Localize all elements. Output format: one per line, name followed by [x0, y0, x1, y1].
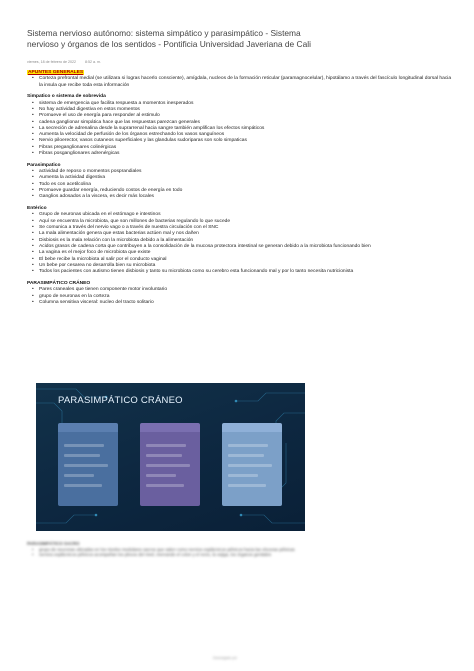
slide-text-placeholder — [228, 484, 266, 487]
list-item: • Aquí se encuentra la microbiota, que son millones de bacterias regulando lo que sucede — [39, 219, 452, 225]
slide-image — [36, 383, 305, 531]
slide-text-placeholder — [64, 444, 104, 447]
slide-text-placeholder — [228, 464, 272, 467]
list-item: • nervios esplácnicos pélvicos acompañan los plexos del nivel, inervando el colon y el recto, la vejiga, los órganos genitales — [39, 552, 452, 558]
list-item: • Corteza prefrontal medial (se utilizara si logras hacerlo consciente), amígdala, nucleos de la formación reticular (paramagnocelular), hipotálamo a través del fascículo longitudinal dorsal hacia la insula que recibe toda esta información — [39, 76, 452, 89]
list-enterico — [27, 212, 452, 275]
list-item: • actividad de reposo o momentos posprandiales — [39, 169, 452, 175]
list-item: • Aumenta la actividad digestiva — [39, 175, 452, 181]
list-item: • Todo es con acetilcolina — [39, 182, 452, 188]
list-item: • sistema de emergencia que facilita respuesta a momentos inesperados — [39, 101, 452, 107]
list-item: • Aumenta la velocidad de perfusión de los órganos estrechando los vasos sanguíneos — [39, 132, 452, 138]
list-item: • Fibras posganglionares adrenérgicas — [39, 151, 452, 157]
list-parasimpatico — [27, 169, 452, 200]
section-heading-parasimpatico: Parasimpatico — [27, 162, 61, 168]
slide-text-placeholder — [228, 474, 258, 477]
slide-text-placeholder — [228, 454, 264, 457]
list-item: • Promueve guardar energía, reduciendo costos de energía en todo — [39, 188, 452, 194]
list-item: • grupo de neuronas en la corteza — [39, 294, 452, 300]
list-bottom — [27, 547, 452, 558]
list-simpatico — [27, 101, 452, 158]
list-item: • La vagina es el mejor foco de microbiota que existe — [39, 250, 452, 256]
list-item: • Grupo de neuronas ubicada en el estómago e intestinos — [39, 212, 452, 218]
section-heading-apuntes: APUNTES GENERALES — [28, 70, 84, 75]
list-item: • Todos los pacientes con autismo tienen disbiosis y tanto su microbiota como su cerebro esta funcionando mal y por lo tanto necesita nutricionista — [39, 269, 452, 275]
section-heading-simpatico: Simpatico o sistema de sobrevida — [27, 94, 106, 100]
section-heading-craneo: PARASIMPÁTICO CRÁNEO — [27, 280, 91, 286]
slide-column-header — [222, 423, 282, 432]
document-meta — [27, 60, 109, 64]
slide-text-placeholder — [64, 474, 94, 477]
slide-column-2 — [140, 423, 200, 506]
slide-column-header — [58, 423, 118, 432]
slide-text-placeholder — [146, 474, 176, 477]
slide-title: PARASIMPÁTICO CRÁNEO — [58, 395, 183, 406]
list-item: • Fibras preganglionares colinérgicas — [39, 145, 452, 151]
slide-text-placeholder — [64, 464, 108, 467]
list-item: • Columna sensitiva visceral: nucleo del tracto solitario — [39, 300, 452, 306]
list-item: • Pares craneales que tienen componente motor involuntario — [39, 287, 452, 293]
list-item: • La secreción de adrenalina desde la suprarrenal hacia sangre también amplifican los efectos simpáticos — [39, 126, 452, 132]
list-item: • Acidos grasos de cadena corta que contribuyen a la consolidación de la mucosa protectora intestinal se generan debido a la microbiota funcionando bien — [39, 244, 452, 250]
slide-column-body — [140, 432, 200, 506]
list-item: • La mala alimentación genera que estas bacterias actúen mal y nos dañen — [39, 231, 452, 237]
list-item: • cadena ganglionar simpática hace que las respuestas parezcan generales — [39, 120, 452, 126]
slide-column-1 — [58, 423, 118, 506]
slide-column-3 — [222, 423, 282, 506]
slide-text-placeholder — [64, 454, 100, 457]
slide-column-header — [140, 423, 200, 432]
slide-text-placeholder — [146, 464, 190, 467]
meta-date: viernes, 18 de febrero de 2022 — [27, 60, 76, 64]
blurred-preview-text — [27, 541, 452, 558]
list-item: • Un bebe por cesarea no desarrolla bien su microbiota — [39, 263, 452, 269]
document-content — [27, 70, 452, 306]
slide-column-body — [58, 432, 118, 506]
slide-text-placeholder — [146, 454, 182, 457]
list-apuntes — [27, 76, 452, 89]
list-item: • Nervio piloerector, vasos cutaneos superficiales y las glandulas sudoriparas son solo simpaticas — [39, 138, 452, 144]
slide-text-placeholder — [228, 444, 268, 447]
slide-text-placeholder — [64, 484, 102, 487]
list-item: • El bebe recibe la microbiota al salir por el conducto vaginal — [39, 257, 452, 263]
document-title: Sistema nervioso autónomo: sistema simpático y parasimpático - Sistema nervioso y órganos de los sentidos - Pontificia Universidad Javeriana de Cali — [27, 28, 311, 49]
list-item: • Promueve el uso de energía para responder al estimulo — [39, 113, 452, 119]
list-item: • Disbiosis es la mala relación con la microbiota debido a la alimentación — [39, 238, 452, 244]
list-craneo — [27, 287, 452, 306]
list-item: • Ganglios adosados a la viscera, es decir más locales — [39, 194, 452, 200]
list-item: • No hay actividad digestiva en estos momentos — [39, 107, 452, 113]
blurred-heading: PARASIMPÁTICO SACRO — [27, 541, 80, 546]
section-heading-enterico: Entérico — [27, 206, 47, 212]
meta-time: 8:52 a. m. — [84, 60, 101, 64]
slide-text-placeholder — [146, 444, 186, 447]
list-item: • grupo de neuronas ubicadas en los niveles medulares sacros que salen como nervios esplácnicos pélvicos hacia las vísceras pélvicas — [39, 547, 452, 553]
list-item: • Se comunica a través del nervio vago o a través de nuestra circulación con el SNC — [39, 225, 452, 231]
page-footer: Descargado por — [213, 656, 238, 660]
slide-text-placeholder — [146, 484, 184, 487]
slide-column-body — [222, 432, 282, 506]
